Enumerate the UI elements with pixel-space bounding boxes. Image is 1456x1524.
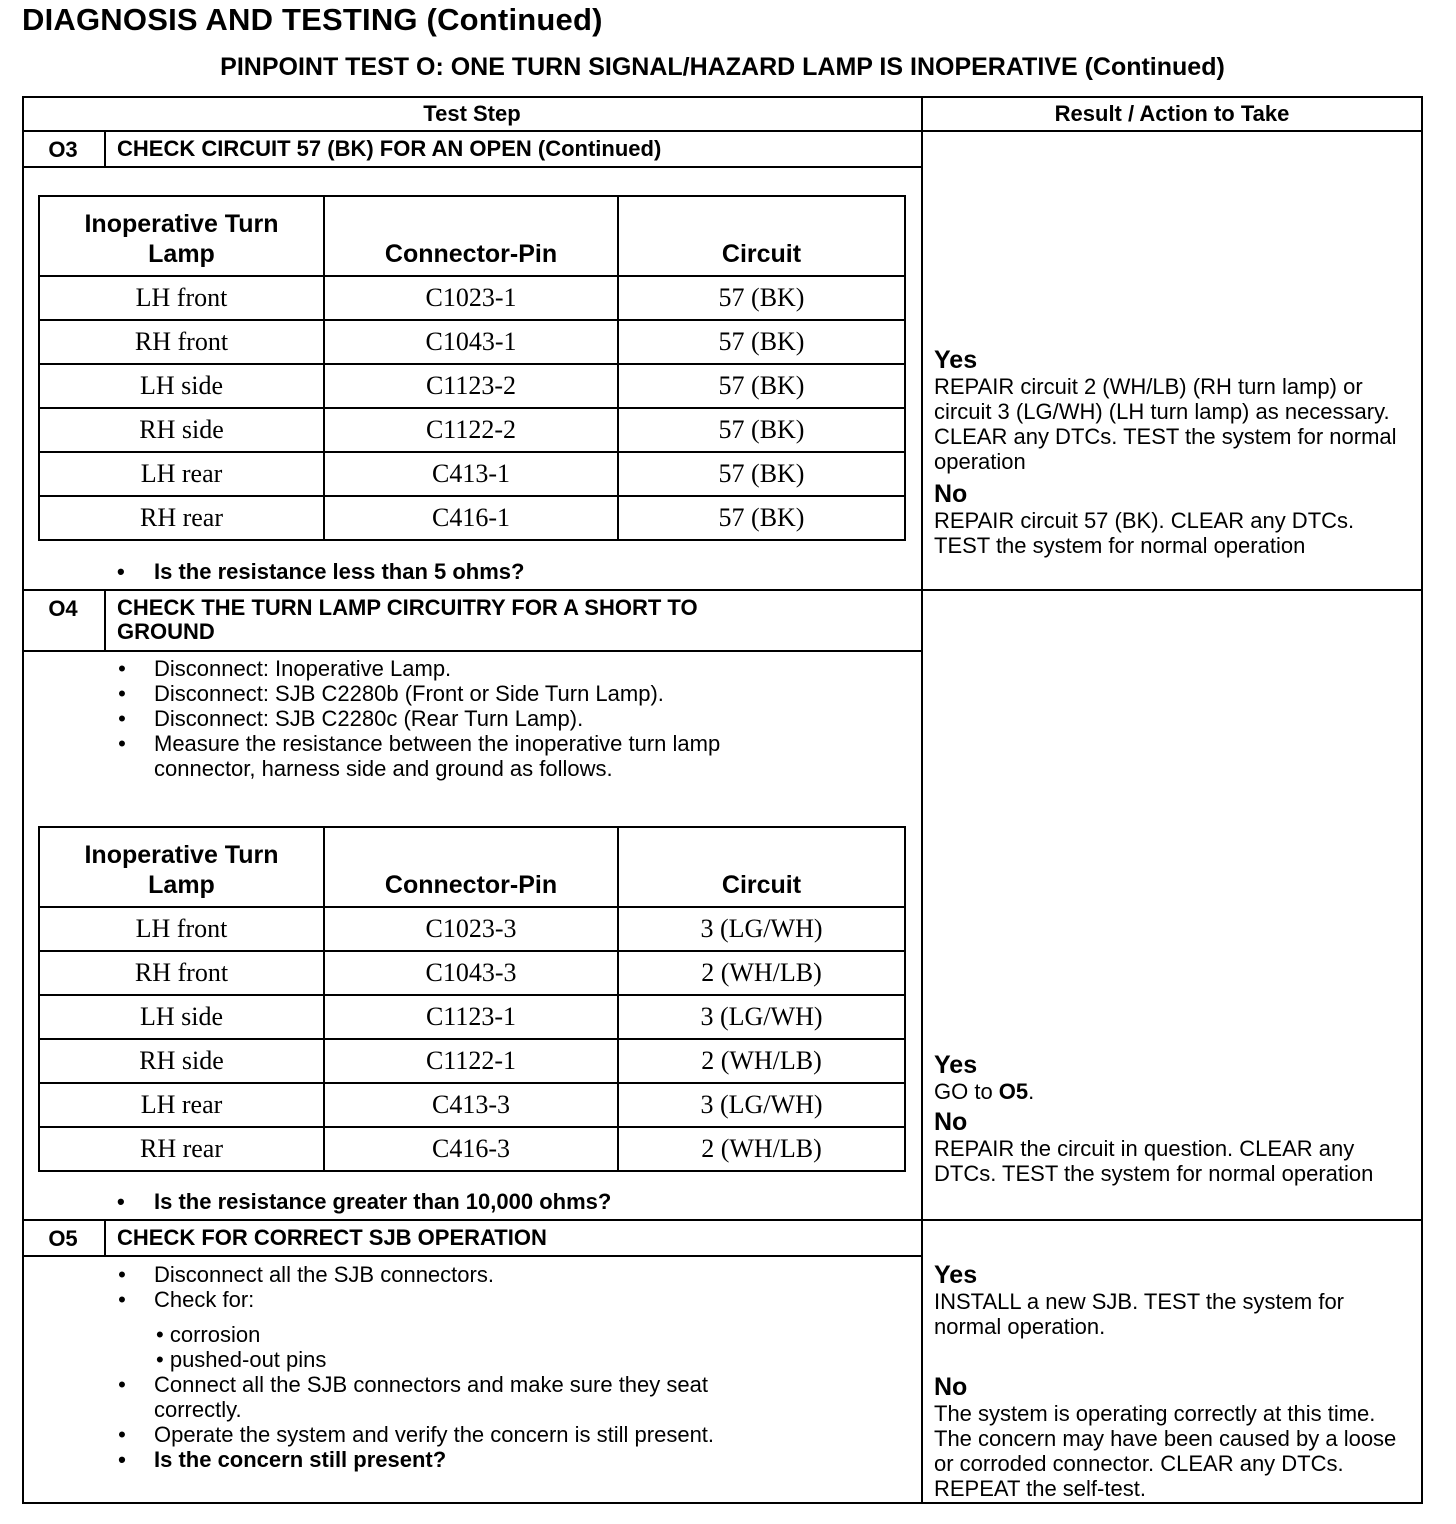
bullet-dot: •: [118, 656, 126, 681]
table-row: [39, 995, 905, 1039]
bullet-item: [117, 681, 720, 706]
header-test-step: Test Step: [423, 101, 521, 126]
bullet-dot: •: [118, 1422, 126, 1447]
bullet-item: [117, 706, 720, 731]
step-o4-number-divider: [104, 589, 106, 652]
bullet-item: [117, 1422, 714, 1447]
frame-bottom-line: [22, 1502, 1423, 1504]
bullet-text: Disconnect: SJB C2280c (Rear Turn Lamp).: [154, 706, 584, 731]
result-yes-prefix: GO to: [934, 1079, 999, 1104]
cell-lamp: RH front: [39, 320, 324, 364]
cell-circuit: 57 (BK): [618, 496, 905, 540]
cell-connector-pin: C1122-2: [324, 408, 618, 452]
step-o4-title-underline: [22, 650, 922, 652]
result-yes-label: Yes: [934, 346, 978, 374]
result-no-label: No: [934, 480, 968, 508]
column-header-connector-pin: Connector-Pin: [324, 196, 618, 276]
cell-circuit: 57 (BK): [618, 408, 905, 452]
bullet-dot: •: [118, 681, 126, 706]
table-row: [39, 452, 905, 496]
bullet-text: connector, harness side and ground as follows.: [154, 756, 613, 781]
frame-top-line: [22, 96, 1423, 98]
table-row: [39, 320, 905, 364]
step-title-line: CHECK THE TURN LAMP CIRCUITRY FOR A SHORT TO: [117, 595, 698, 620]
step-number: O3: [48, 137, 78, 162]
result-no-label: No: [934, 1108, 968, 1136]
bullet-item: [117, 1372, 714, 1397]
bullet-item: [117, 1287, 714, 1312]
table-row: [39, 951, 905, 995]
page-subtitle: PINPOINT TEST O: ONE TURN SIGNAL/HAZARD LAMP IS INOPERATIVE (Continued): [220, 53, 1225, 81]
cell-circuit: 57 (BK): [618, 276, 905, 320]
bullet-dot: •: [117, 1189, 125, 1214]
cell-lamp: RH rear: [39, 1127, 324, 1171]
question-text: Is the resistance less than 5 ohms?: [154, 559, 525, 584]
step-o5-number-divider: [104, 1219, 106, 1257]
bullet-dot: •: [118, 1287, 126, 1312]
step-title: [117, 596, 698, 644]
bullet-text: Operate the system and verify the concern is still present.: [154, 1422, 715, 1447]
page-title: DIAGNOSIS AND TESTING (Continued): [22, 2, 603, 37]
bullet-text: Disconnect all the SJB connectors.: [154, 1262, 494, 1287]
cell-lamp: LH side: [39, 995, 324, 1039]
step-title: CHECK FOR CORRECT SJB OPERATION: [117, 1225, 547, 1250]
cell-connector-pin: C413-3: [324, 1083, 618, 1127]
cell-lamp: LH front: [39, 907, 324, 951]
step-number: O5: [48, 1226, 78, 1251]
bullet-continuation: [117, 1397, 714, 1422]
step-question: [117, 1189, 611, 1215]
cell-lamp: RH front: [39, 951, 324, 995]
cell-connector-pin: C1023-1: [324, 276, 618, 320]
column-header-circuit: Circuit: [618, 827, 905, 907]
cell-lamp: RH side: [39, 1039, 324, 1083]
bullet-text: Check for:: [154, 1287, 255, 1312]
column-header-circuit: Circuit: [618, 196, 905, 276]
step-o4-top-line: [22, 589, 1423, 591]
result-no-text: REPAIR circuit 57 (BK). CLEAR any DTCs. TEST the system for normal operation: [934, 508, 1355, 558]
cell-connector-pin: C1043-3: [324, 951, 618, 995]
table-row: [39, 1127, 905, 1171]
cell-circuit: 57 (BK): [618, 364, 905, 408]
cell-lamp: LH rear: [39, 1083, 324, 1127]
bullet-dot: •: [118, 1372, 126, 1397]
table-row: [39, 1039, 905, 1083]
bullet-item: [117, 731, 720, 756]
step-o5-top-line: [22, 1219, 1423, 1221]
cell-circuit: 3 (LG/WH): [618, 907, 905, 951]
sub-bullet-item: • corrosion: [156, 1322, 261, 1347]
cell-circuit: 3 (LG/WH): [618, 995, 905, 1039]
table-row: [39, 364, 905, 408]
question-text: Is the resistance greater than 10,000 ohms?: [154, 1189, 612, 1214]
step-title: CHECK CIRCUIT 57 (BK) FOR AN OPEN (Continued): [117, 136, 662, 161]
bullet-item: [117, 1447, 714, 1472]
cell-circuit: 2 (WH/LB): [618, 1039, 905, 1083]
column-header-connector-pin: Connector-Pin: [324, 827, 618, 907]
column-divider-line: [921, 96, 923, 1504]
step-o5-title-underline: [22, 1255, 922, 1257]
cell-circuit: 57 (BK): [618, 320, 905, 364]
cell-lamp: RH rear: [39, 496, 324, 540]
step-title-line: GROUND: [117, 619, 215, 644]
cell-circuit: 3 (LG/WH): [618, 1083, 905, 1127]
frame-right-line: [1421, 96, 1423, 1504]
step-o3-title-underline: [22, 166, 922, 168]
step-result: [934, 1261, 1414, 1501]
sub-bullet-item: • pushed-out pins: [156, 1347, 327, 1372]
bullet-dot: •: [118, 706, 126, 731]
connector-table: [38, 826, 906, 1172]
bullet-dot: •: [118, 1262, 126, 1287]
sub-bullet-text: pushed-out pins: [169, 1347, 327, 1372]
cell-connector-pin: C1023-3: [324, 907, 618, 951]
result-yes-text: [934, 1079, 1414, 1104]
cell-connector-pin: C1123-2: [324, 364, 618, 408]
result-yes-suffix: .: [1028, 1079, 1035, 1104]
step-o3-number-divider: [104, 130, 106, 167]
table-row: [39, 496, 905, 540]
bullet-item: [117, 1262, 714, 1287]
table-row: [39, 907, 905, 951]
column-header-lamp: Inoperative Turn Lamp: [39, 827, 324, 907]
step-question: [117, 559, 524, 585]
bullet-question-text: Is the concern still present?: [154, 1447, 447, 1472]
step-result: [934, 346, 1414, 558]
bullet-text: Disconnect: Inoperative Lamp.: [154, 656, 452, 681]
table-header-row: [39, 827, 905, 907]
result-no-label: No: [934, 1373, 968, 1401]
header-result-action: Result / Action to Take: [1054, 101, 1290, 126]
column-header-lamp: Inoperative Turn Lamp: [39, 196, 324, 276]
table-row: [39, 408, 905, 452]
step-bullets: [117, 656, 720, 781]
cell-connector-pin: C416-3: [324, 1127, 618, 1171]
bullet-text: correctly.: [154, 1397, 242, 1422]
step-bullets: [117, 1262, 714, 1472]
result-yes-text: REPAIR circuit 2 (WH/LB) (RH turn lamp) or circuit 3 (LG/WH) (LH turn lamp) as necessary. CLEAR any DTCs. TEST the system for normal operation: [934, 374, 1397, 474]
result-no-text: REPAIR the circuit in question. CLEAR any DTCs. TEST the system for normal operation: [934, 1136, 1374, 1186]
result-yes-text: INSTALL a new SJB. TEST the system for normal operation.: [934, 1289, 1345, 1339]
result-no-text: The system is operating correctly at this time. The concern may have been caused by a loose or corroded connector. CLEAR any DTCs. REPEAT the self-test.: [934, 1401, 1397, 1501]
bullet-text: Disconnect: SJB C2280b (Front or Side Turn Lamp).: [154, 681, 664, 706]
bullet-continuation: [117, 756, 720, 781]
connector-table: [38, 195, 906, 541]
cell-lamp: LH side: [39, 364, 324, 408]
bullet-dot: •: [117, 559, 125, 584]
sub-bullet-text: corrosion: [169, 1322, 261, 1347]
bullet-item: [117, 656, 720, 681]
cell-connector-pin: C1123-1: [324, 995, 618, 1039]
bullet-text: Connect all the SJB connectors and make sure they seat: [154, 1372, 708, 1397]
table-row: [39, 1083, 905, 1127]
result-yes-step-link: O5: [998, 1079, 1029, 1104]
cell-connector-pin: C416-1: [324, 496, 618, 540]
cell-circuit: 2 (WH/LB): [618, 1127, 905, 1171]
bullet-dot: •: [118, 731, 126, 756]
cell-connector-pin: C1043-1: [324, 320, 618, 364]
step-number: O4: [48, 596, 78, 621]
table-row: [39, 276, 905, 320]
bullet-text: Measure the resistance between the inoperative turn lamp: [154, 731, 721, 756]
step-result: [934, 1051, 1414, 1186]
result-yes-label: Yes: [934, 1051, 978, 1079]
cell-connector-pin: C413-1: [324, 452, 618, 496]
header-bottom-line: [22, 130, 1423, 132]
cell-lamp: LH front: [39, 276, 324, 320]
frame-left-line: [22, 96, 24, 1504]
cell-lamp: LH rear: [39, 452, 324, 496]
cell-circuit: 2 (WH/LB): [618, 951, 905, 995]
cell-lamp: RH side: [39, 408, 324, 452]
result-yes-label: Yes: [934, 1261, 978, 1289]
cell-circuit: 57 (BK): [618, 452, 905, 496]
table-header-row: [39, 196, 905, 276]
bullet-dot: •: [118, 1447, 126, 1472]
cell-connector-pin: C1122-1: [324, 1039, 618, 1083]
